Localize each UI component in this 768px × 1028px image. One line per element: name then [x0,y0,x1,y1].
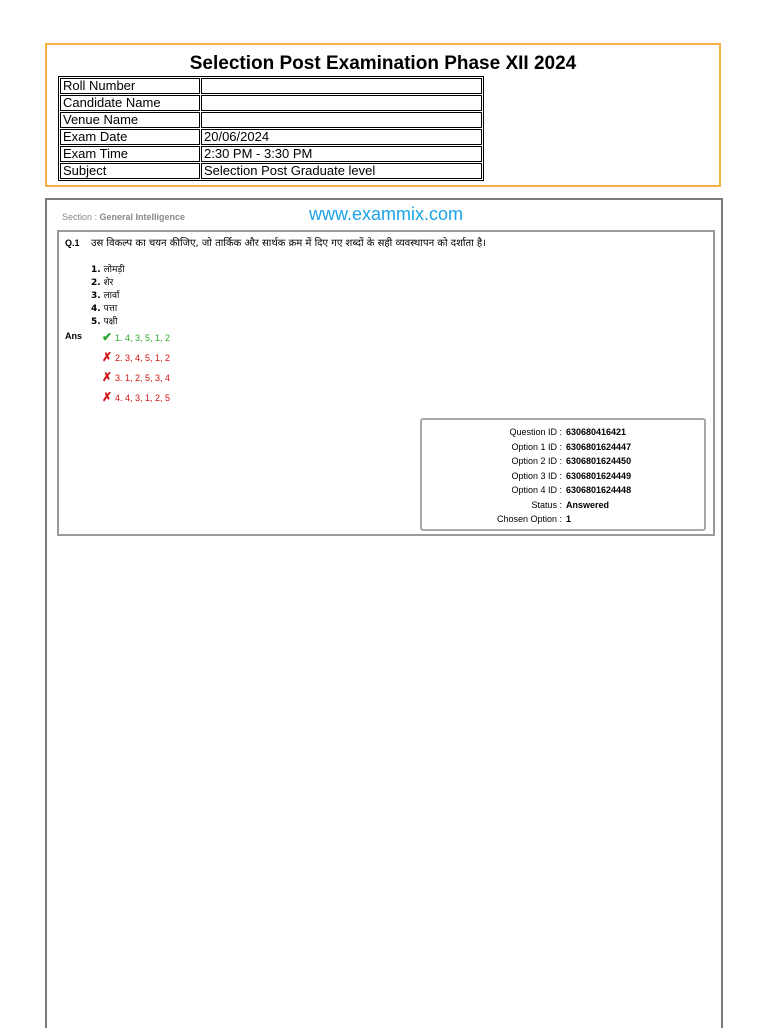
table-row [60,163,482,179]
item-word: पक्षी [103,317,118,327]
option-text: 4. 4, 3, 1, 2, 5 [115,393,171,403]
item-number: 1. [91,265,101,275]
detail-value: 630680416421 [566,427,627,437]
subject-value: Selection Post Graduate level [201,163,482,179]
detail-row [422,440,704,454]
list-item [91,316,125,329]
exam-date-label: Exam Date [60,129,200,145]
section-frame [45,198,723,1028]
detail-row [422,498,704,512]
exam-header [45,43,721,187]
exam-date-value: 20/06/2024 [201,129,482,145]
check-icon: ✔ [101,330,113,344]
detail-value: 6306801624448 [566,485,632,495]
list-item [91,264,125,277]
detail-label: Option 1 ID : [511,441,562,452]
table-row [60,95,482,111]
candidate-name-value [201,95,482,111]
detail-value: 1 [566,514,572,524]
detail-label: Status : [531,499,562,510]
option-text: 3. 1, 2, 5, 3, 4 [115,373,171,383]
exam-time-value: 2:30 PM - 3:30 PM [201,146,482,162]
item-word: शेर [103,278,114,288]
roll-number-value [201,78,482,94]
cross-icon: ✗ [101,390,113,404]
detail-row [422,512,704,526]
detail-label: Option 4 ID : [511,485,562,495]
detail-row [422,483,704,497]
cross-icon: ✗ [101,350,113,364]
question-details-box [420,418,706,531]
detail-value: 6306801624450 [566,456,632,466]
table-row [60,112,482,128]
item-number: 4. [91,304,101,314]
detail-row [422,469,704,483]
watermark-link: www.exammix.com [309,204,464,224]
question-text: उस विकल्प का चयन कीजिए, जो तार्किक और सार्थक क्रम में दिए गए शब्दों के सही व्यवस्थापन को दर्शाता है। [91,238,487,249]
item-number: 2. [91,278,101,288]
option-text: 1. 4, 3, 5, 1, 2 [115,333,171,343]
section-name: General Intelligence [99,212,186,222]
detail-row [422,454,704,468]
detail-value: 6306801624447 [566,441,632,452]
word-list [91,264,125,329]
list-item [91,290,125,303]
candidate-name-label: Candidate Name [60,95,200,111]
section-prefix: Section : [62,212,100,222]
item-word: लोमड़ी [103,265,125,275]
venue-name-label: Venue Name [60,112,200,128]
question-number: Q.1 [65,238,80,248]
option-4 [99,390,170,404]
table-row [60,78,482,94]
subject-label: Subject [60,163,200,179]
option-1 [99,330,170,344]
detail-label: Chosen Option : [496,514,562,524]
candidate-info-table [58,76,484,181]
venue-name-value [201,112,482,128]
item-number: 3. [91,291,101,301]
detail-label: Question ID : [509,427,562,437]
question-panel [57,230,715,536]
list-item [91,277,125,290]
option-2 [99,350,170,364]
detail-label: Option 2 ID : [511,456,562,466]
section-label [62,212,185,222]
option-text: 2. 3, 4, 5, 1, 2 [115,353,171,363]
detail-row [422,425,704,439]
table-row [60,146,482,162]
item-number: 5. [91,317,101,327]
detail-label: Option 3 ID : [511,470,562,481]
detail-value: 6306801624449 [566,470,632,481]
item-word: लार्वा [103,291,120,301]
exam-title: Selection Post Examination Phase XII 2024 [189,53,577,74]
exam-time-label: Exam Time [60,146,200,162]
option-3 [99,370,170,384]
roll-number-label: Roll Number [60,78,200,94]
answer-label: Ans [65,331,83,341]
list-item [91,303,125,316]
cross-icon: ✗ [101,370,113,384]
item-word: पत्ता [103,304,118,314]
table-row [60,129,482,145]
detail-value: Answered [566,499,610,510]
